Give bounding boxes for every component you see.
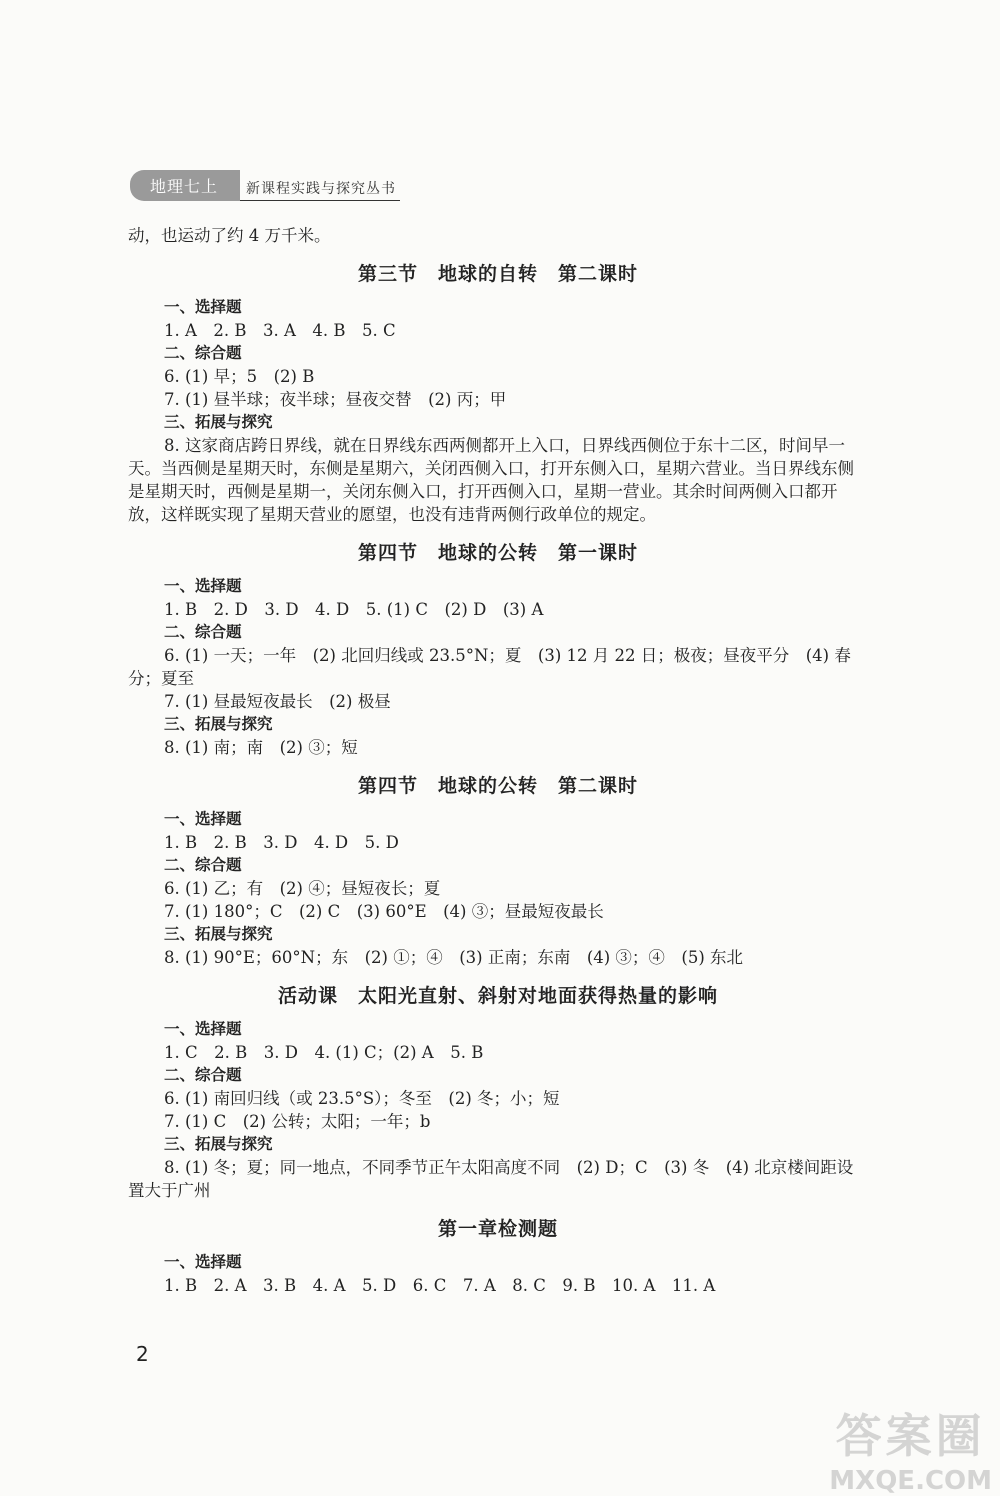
section-title: 活动课 太阳光直射、斜射对地面获得热量的影响 — [277, 985, 718, 1007]
answer-line: 1. C 2. B 3. D 4. (1) C；(2) A 5. B — [164, 1043, 484, 1062]
running-header — [130, 170, 400, 201]
question-type-label: 三、拓展与探究 — [164, 1135, 273, 1153]
answer-line: 6. (1) 乙；有 (2) ④；昼短夜长；夏 — [164, 879, 441, 898]
subject-tab: 地理七上 — [130, 170, 240, 201]
answer-line: 6. (1) 南回归线（或 23.5°S）；冬至 (2) 冬；小；短 — [164, 1089, 560, 1108]
answer-line: 7. (1) 昼半球；夜半球；昼夜交替 (2) 丙；甲 — [164, 390, 507, 409]
section-title: 第四节 地球的公转 第二课时 — [357, 775, 638, 797]
answer-line: 8. (1) 南；南 (2) ③；短 — [164, 738, 358, 757]
watermark — [829, 1400, 992, 1496]
intro-line: 动，也运动了约 4 万千米。 — [128, 226, 331, 245]
watermark-url: MXQE.COM — [829, 1466, 992, 1496]
question-type-label: 二、综合题 — [164, 1066, 242, 1084]
question-type-label: 三、拓展与探究 — [164, 715, 273, 733]
answer-line: 1. A 2. B 3. A 4. B 5. C — [164, 321, 396, 340]
answer-line: 1. B 2. D 3. D 4. D 5. (1) C (2) D (3) A — [164, 600, 544, 619]
question-type-label: 一、选择题 — [164, 1020, 242, 1038]
question-type-label: 二、综合题 — [164, 856, 242, 874]
question-type-label: 二、综合题 — [164, 344, 242, 362]
section-title: 第四节 地球的公转 第一课时 — [357, 542, 638, 564]
question-type-label: 三、拓展与探究 — [164, 413, 273, 431]
question-type-label: 一、选择题 — [164, 810, 242, 828]
question-type-label: 一、选择题 — [164, 298, 242, 316]
page-content — [128, 224, 868, 1297]
answer-paragraph: 8. (1) 冬；夏；同一地点，不同季节正午太阳高度不同 (2) D；C (3) 冬 (4) 北京楼间距设置大于广州 — [128, 1158, 854, 1200]
series-title: 新课程实践与探究丛书 — [240, 178, 400, 201]
question-type-label: 二、综合题 — [164, 623, 242, 641]
answer-line: 1. B 2. A 3. B 4. A 5. D 6. C 7. A 8. C 9. B 10. A 11. A — [164, 1276, 716, 1295]
answer-line: 8. (1) 90°E；60°N；东 (2) ①；④ (3) 正南；东南 (4) ③；④ (5) 东北 — [164, 948, 744, 967]
section-title: 第一章检测题 — [437, 1218, 558, 1240]
question-type-label: 一、选择题 — [164, 577, 242, 595]
watermark-text: 答案圈 — [835, 1409, 986, 1463]
answer-paragraph: 6. (1) 一天；一年 (2) 北回归线或 23.5°N；夏 (3) 12 月 22 日；极夜；昼夜平分 (4) 春分；夏至 — [128, 646, 851, 688]
answer-line: 6. (1) 早；5 (2) B — [164, 367, 315, 386]
question-type-label: 一、选择题 — [164, 1253, 242, 1271]
answer-line: 7. (1) 180°；C (2) C (3) 60°E (4) ③；昼最短夜最长 — [164, 902, 604, 921]
answer-line: 7. (1) C (2) 公转；太阳；一年；b — [164, 1112, 431, 1131]
section-title: 第三节 地球的自转 第二课时 — [357, 263, 638, 285]
question-type-label: 三、拓展与探究 — [164, 925, 273, 943]
answer-paragraph: 8. 这家商店跨日界线，就在日界线东西两侧都开上入口，日界线西侧位于东十二区，时间早一天。当西侧是星期天时，东侧是星期六，关闭西侧入口，打开东侧入口，星期六营业。当日界线东侧是星期天时，西侧是星期一，关闭东侧入口，打开西侧入口，星期一营业。其余时间两侧入口都开放，这样既实现了星期天营业的愿望，也没有违背两侧行政单位的规定。 — [128, 436, 854, 524]
answer-line: 1. B 2. B 3. D 4. D 5. D — [164, 833, 399, 852]
page-number: 2 — [136, 1342, 149, 1366]
answer-line: 7. (1) 昼最短夜最长 (2) 极昼 — [164, 692, 391, 711]
